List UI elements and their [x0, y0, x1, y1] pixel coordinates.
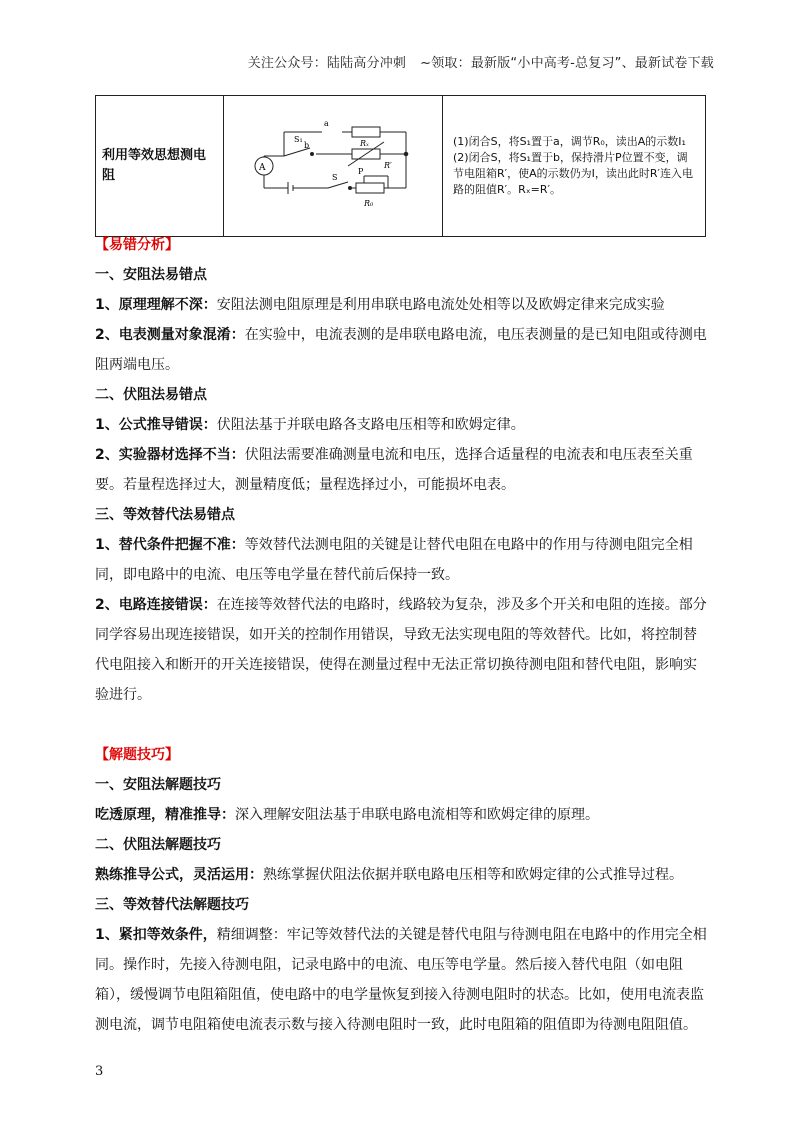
t3-item-1-body: 精细调整：牢记等效替代法的关键是替代电阻与待测电阻在电路中的作用完全相同。操作时，先接入待测电阻，记录电路中的电流、电压等电学量。然后接入替代电阻（如电阻箱），缓慢调节电阻箱阻值，使电路中的电学量恢复到接入待测电阻时的状态。比如，使用电流表监测电流，调节电阻箱使电流表示数与接入待测电阻时一致，此时电阻箱的阻值即为待测电阻阻值。	[95, 927, 707, 1033]
page-header	[248, 52, 714, 71]
t2-item	[95, 860, 707, 890]
e3-item-2-head: 2、电路连接错误：	[95, 597, 217, 613]
e1-item-2-body: 在实验中，电流表测的是串联电路电流，电压表测量的是已知电阻或待测电阻两端电压。	[95, 327, 707, 373]
t3-item-1-head: 1、紧扣等效条件，	[95, 927, 217, 943]
t2-title: 二、伏阻法解题技巧	[95, 837, 221, 853]
e1-title: 一、安阻法易错点	[95, 267, 207, 283]
t2-item-head: 熟练推导公式，灵活运用：	[95, 867, 263, 883]
switch-s	[328, 182, 348, 188]
label-r0: R₀	[364, 199, 374, 208]
e3-item-1-body: 等效替代法测电阻的关键是让替代电阻在电路中的作用与待测电阻完全相同，即电路中的电流、电压等电学量在替代前后保持一致。	[95, 537, 693, 583]
header-left: 关注公众号：陆陆高分冲刺	[247, 56, 407, 71]
step-2: (2)闭合S，将S₁置于b，保持滑片P位置不变，调节电阻箱R′，使A的示数仍为I，读出此时R′连入电路的阻值R′。Rₓ=R′。	[453, 151, 694, 196]
rheostat-r0	[356, 183, 384, 193]
label-p: P	[358, 167, 364, 176]
e1-item-2-head: 2、电表测量对象混淆：	[95, 327, 245, 343]
label-s: S	[332, 173, 338, 182]
label-b: b	[304, 141, 310, 150]
e2-item-2-body: 伏阻法需要准确测量电流和电压，选择合适量程的电流表和电压表至关重要。若量程选择过大，测量精度低；量程选择过小，可能损坏电表。	[95, 447, 693, 493]
t1-item-head: 吃透原理，精准推导：	[95, 807, 235, 823]
header-right: ~领取：最新版“小中高考-总复习”、最新试卷下载	[420, 56, 714, 71]
method-row	[96, 96, 706, 237]
e2-item-1-head: 1、公式推导错误：	[95, 417, 217, 433]
page-number: 3	[95, 1064, 104, 1079]
label-s1: S₁	[294, 135, 303, 144]
method-steps	[443, 96, 706, 237]
method-name: 利用等效思想测电阻	[96, 96, 224, 237]
e1-item-1-body: 安阻法测电阻原理是利用串联电路电流处处相等以及欧姆定律来完成实验	[216, 297, 665, 313]
e2-item-1-body: 伏阻法基于并联电路各支路电压相等和欧姆定律。	[216, 417, 525, 433]
section-gap	[95, 710, 707, 740]
e3-item-1-head: 1、替代条件把握不准：	[95, 537, 245, 553]
e3-item-2	[95, 590, 707, 710]
method-table	[95, 95, 706, 237]
e3-item-1	[95, 530, 707, 590]
label-a: a	[324, 119, 329, 128]
label-r-prime: R′	[384, 161, 392, 170]
e3-title: 三、等效替代法易错点	[95, 507, 235, 523]
label-rx: Rₓ	[360, 139, 369, 148]
ammeter-label: A	[259, 163, 266, 173]
e1-item-1	[95, 290, 707, 320]
circuit-diagram	[224, 96, 442, 232]
circuit-figure-cell	[224, 96, 443, 237]
t2-item-body: 熟练掌握伏阻法依据并联电路电压相等和欧姆定律的公式推导过程。	[263, 867, 683, 883]
e1-item-2	[95, 320, 707, 380]
e2-item-1	[95, 410, 707, 440]
tips-tag: 【解题技巧】	[95, 747, 179, 763]
step-1: (1)闭合S，将S₁置于a，调节R₀，读出A的示数I₁	[453, 135, 686, 148]
e1-item-1-head: 1、原理理解不深：	[95, 297, 217, 313]
e2-title: 二、伏阻法易错点	[95, 387, 207, 403]
t1-title: 一、安阻法解题技巧	[95, 777, 221, 793]
rx-resistor	[352, 127, 380, 137]
e3-item-2-body: 在连接等效替代法的电路时，线路较为复杂，涉及多个开关和电阻的连接。部分同学容易出现连接错误，如开关的控制作用错误，导致无法实现电阻的等效替代。比如，将控制替代电阻接入和断开的开关连接错误，使得在测量过程中无法正常切换待测电阻和替代电阻，影响实验进行。	[95, 597, 707, 703]
t1-item-body: 深入理解安阻法基于串联电路电流相等和欧姆定律的原理。	[235, 807, 599, 823]
error-analysis-tag: 【易错分析】	[95, 237, 179, 253]
t1-item	[95, 800, 707, 830]
e2-item-2-head: 2、实验器材选择不当：	[95, 447, 245, 463]
t3-title: 三、等效替代法解题技巧	[95, 897, 249, 913]
e2-item-2	[95, 440, 707, 500]
t3-item-1	[95, 920, 707, 1040]
main-content	[95, 230, 707, 1040]
